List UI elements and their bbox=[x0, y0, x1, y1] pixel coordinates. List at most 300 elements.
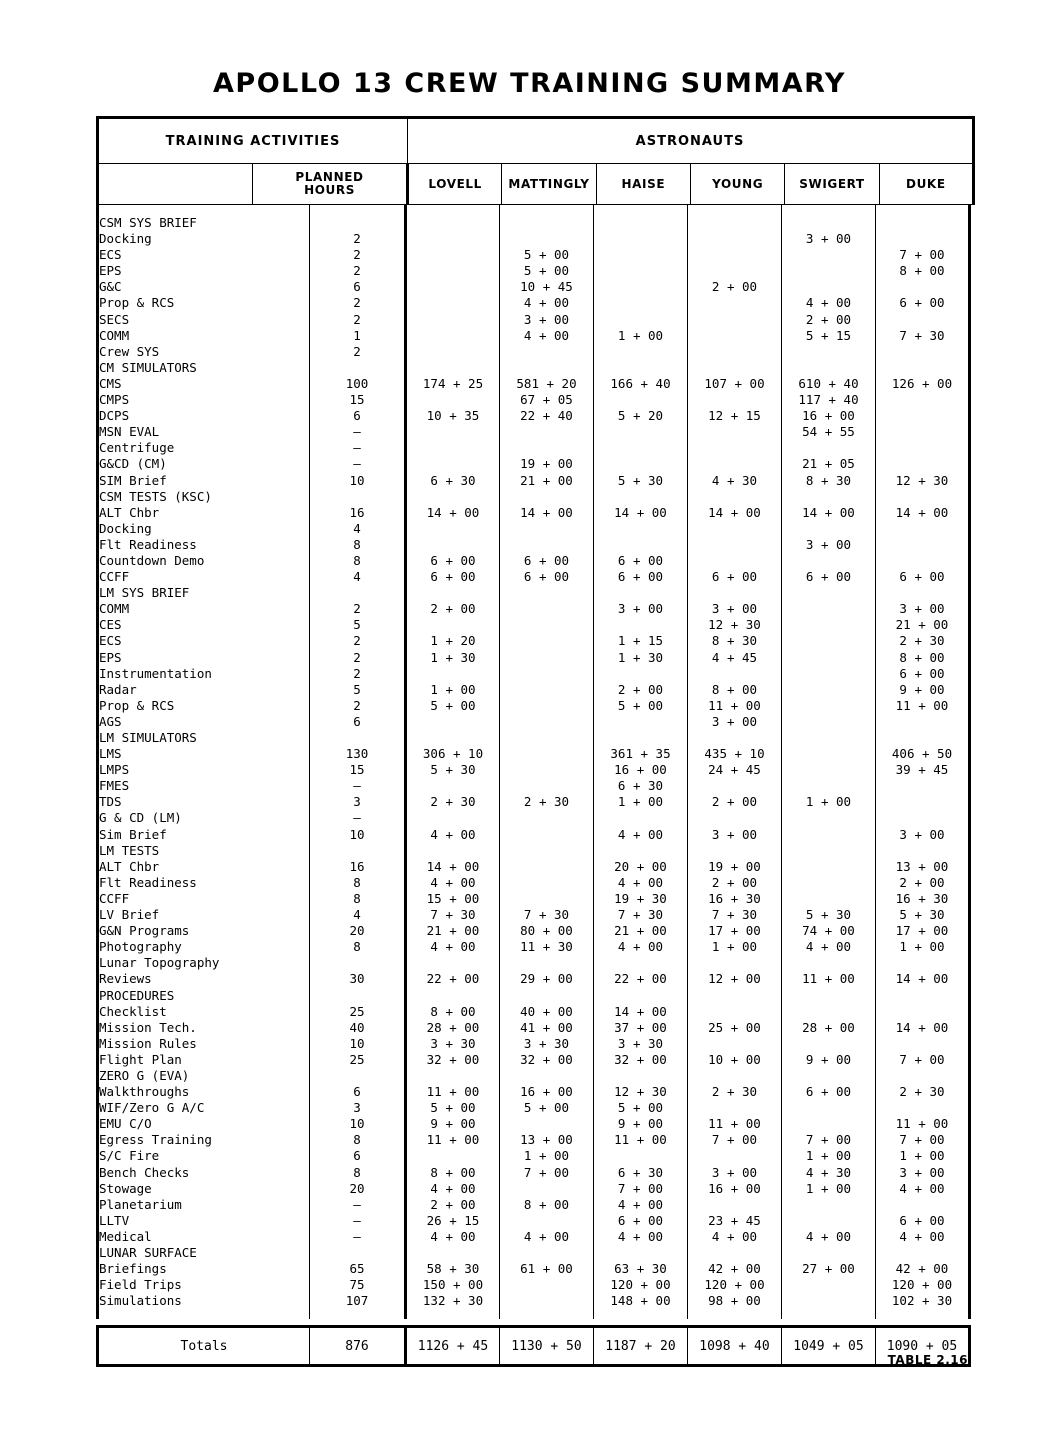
row-value-mattingly bbox=[500, 955, 594, 971]
row-value-lovell bbox=[406, 537, 500, 553]
table-row bbox=[98, 827, 970, 843]
row-value-duke: 2 + 30 bbox=[876, 633, 970, 649]
row-value-lovell: 3 + 30 bbox=[406, 1036, 500, 1052]
totals-swigert: 1049 + 05 bbox=[782, 1327, 876, 1366]
row-value-haise bbox=[594, 843, 688, 859]
row-value-young bbox=[688, 263, 782, 279]
table-reference: TABLE 2.16 bbox=[887, 1353, 968, 1367]
row-value-mattingly: 29 + 00 bbox=[500, 971, 594, 987]
row-label: Lunar Topography bbox=[98, 955, 310, 971]
row-label: LM TESTS bbox=[98, 843, 310, 859]
row-value-duke bbox=[876, 392, 970, 408]
row-value-mattingly bbox=[500, 843, 594, 859]
row-value-young: 1 + 00 bbox=[688, 939, 782, 955]
row-value-haise: 7 + 30 bbox=[594, 907, 688, 923]
row-value-young: 14 + 00 bbox=[688, 505, 782, 521]
row-value-duke bbox=[876, 312, 970, 328]
row-value-mattingly bbox=[500, 537, 594, 553]
row-value-young bbox=[688, 1004, 782, 1020]
row-value-young bbox=[688, 521, 782, 537]
row-value-lovell: 306 + 10 bbox=[406, 746, 500, 762]
row-value-swigert: 6 + 00 bbox=[782, 1084, 876, 1100]
row-value-lovell bbox=[406, 312, 500, 328]
row-value-mattingly: 7 + 00 bbox=[500, 1165, 594, 1181]
row-label: TDS bbox=[98, 794, 310, 810]
table-row bbox=[98, 762, 970, 778]
table-row bbox=[98, 215, 970, 231]
row-value-haise: 3 + 00 bbox=[594, 601, 688, 617]
table-row bbox=[98, 424, 970, 440]
table-row bbox=[98, 505, 970, 521]
row-label: Photography bbox=[98, 939, 310, 955]
row-value-duke bbox=[876, 537, 970, 553]
row-value-haise bbox=[594, 489, 688, 505]
row-value-swigert bbox=[782, 601, 876, 617]
row-value-lovell: 6 + 00 bbox=[406, 553, 500, 569]
header-planned-hours bbox=[253, 164, 408, 205]
row-value-haise bbox=[594, 440, 688, 456]
row-value-lovell: 4 + 00 bbox=[406, 875, 500, 891]
row-value-young bbox=[688, 489, 782, 505]
row-value-mattingly bbox=[500, 762, 594, 778]
row-value-haise bbox=[594, 617, 688, 633]
row-label: ECS bbox=[98, 247, 310, 263]
row-value-young: 11 + 00 bbox=[688, 698, 782, 714]
row-value-haise bbox=[594, 955, 688, 971]
row-value-haise bbox=[594, 585, 688, 601]
row-value-mattingly: 5 + 00 bbox=[500, 263, 594, 279]
row-value-swigert bbox=[782, 988, 876, 1004]
row-value-lovell bbox=[406, 843, 500, 859]
table-row bbox=[98, 1229, 970, 1245]
row-value-swigert: 117 + 40 bbox=[782, 392, 876, 408]
row-value-young: 6 + 00 bbox=[688, 569, 782, 585]
table-row bbox=[98, 1277, 970, 1293]
row-value-mattingly: 14 + 00 bbox=[500, 505, 594, 521]
row-label: CCFF bbox=[98, 569, 310, 585]
training-summary-table bbox=[96, 116, 968, 1367]
row-value-haise: 5 + 00 bbox=[594, 698, 688, 714]
row-value-young bbox=[688, 1148, 782, 1164]
table-row bbox=[98, 794, 970, 810]
row-value-swigert: 4 + 30 bbox=[782, 1165, 876, 1181]
row-value-duke: 11 + 00 bbox=[876, 1116, 970, 1132]
row-value-mattingly: 3 + 30 bbox=[500, 1036, 594, 1052]
row-value-swigert: 610 + 40 bbox=[782, 376, 876, 392]
row-value-swigert bbox=[782, 215, 876, 231]
row-value-swigert bbox=[782, 1293, 876, 1309]
row-label: Planetarium bbox=[98, 1197, 310, 1213]
row-planned-hours: 15 bbox=[310, 392, 406, 408]
row-planned-hours: 130 bbox=[310, 746, 406, 762]
row-value-lovell bbox=[406, 585, 500, 601]
row-planned-hours: 10 bbox=[310, 1116, 406, 1132]
row-planned-hours: 2 bbox=[310, 601, 406, 617]
row-value-mattingly bbox=[500, 1213, 594, 1229]
row-value-mattingly: 4 + 00 bbox=[500, 1229, 594, 1245]
row-value-haise: 3 + 30 bbox=[594, 1036, 688, 1052]
row-value-swigert bbox=[782, 714, 876, 730]
row-value-mattingly: 5 + 00 bbox=[500, 1100, 594, 1116]
row-value-swigert bbox=[782, 810, 876, 826]
row-value-lovell bbox=[406, 328, 500, 344]
row-value-young bbox=[688, 312, 782, 328]
row-label: Countdown Demo bbox=[98, 553, 310, 569]
row-value-mattingly: 13 + 00 bbox=[500, 1132, 594, 1148]
row-planned-hours: 10 bbox=[310, 827, 406, 843]
row-value-duke: 6 + 00 bbox=[876, 1213, 970, 1229]
row-label: CES bbox=[98, 617, 310, 633]
row-value-duke bbox=[876, 988, 970, 1004]
row-label: COMM bbox=[98, 601, 310, 617]
row-value-swigert bbox=[782, 344, 876, 360]
row-value-lovell: 15 + 00 bbox=[406, 891, 500, 907]
row-value-duke: 102 + 30 bbox=[876, 1293, 970, 1309]
row-label: Crew SYS bbox=[98, 344, 310, 360]
row-value-young: 107 + 00 bbox=[688, 376, 782, 392]
table-row bbox=[98, 682, 970, 698]
row-value-young bbox=[688, 1068, 782, 1084]
row-value-haise: 63 + 30 bbox=[594, 1261, 688, 1277]
row-value-lovell bbox=[406, 247, 500, 263]
row-planned-hours: 25 bbox=[310, 1004, 406, 1020]
row-value-swigert bbox=[782, 617, 876, 633]
row-planned-hours: 4 bbox=[310, 907, 406, 923]
row-value-swigert bbox=[782, 875, 876, 891]
table-row bbox=[98, 971, 970, 987]
row-planned-hours: 8 bbox=[310, 939, 406, 955]
row-value-swigert bbox=[782, 778, 876, 794]
row-label: Sim Brief bbox=[98, 827, 310, 843]
row-label: LUNAR SURFACE bbox=[98, 1245, 310, 1261]
table-row bbox=[98, 1132, 970, 1148]
row-value-mattingly bbox=[500, 730, 594, 746]
row-value-mattingly: 41 + 00 bbox=[500, 1020, 594, 1036]
row-value-duke bbox=[876, 843, 970, 859]
table-row bbox=[98, 344, 970, 360]
row-planned-hours: 25 bbox=[310, 1052, 406, 1068]
row-value-mattingly bbox=[500, 714, 594, 730]
row-value-lovell bbox=[406, 489, 500, 505]
header-astronaut-haise: HAISE bbox=[596, 164, 690, 205]
row-value-duke: 39 + 45 bbox=[876, 762, 970, 778]
row-value-lovell bbox=[406, 714, 500, 730]
row-value-duke: 3 + 00 bbox=[876, 1165, 970, 1181]
row-value-swigert bbox=[782, 843, 876, 859]
row-value-mattingly bbox=[500, 489, 594, 505]
row-value-young: 2 + 00 bbox=[688, 875, 782, 891]
row-value-haise: 4 + 00 bbox=[594, 1197, 688, 1213]
row-value-young: 3 + 00 bbox=[688, 1165, 782, 1181]
row-label: Walkthroughs bbox=[98, 1084, 310, 1100]
row-value-mattingly bbox=[500, 440, 594, 456]
row-value-haise bbox=[594, 344, 688, 360]
row-value-haise: 4 + 00 bbox=[594, 939, 688, 955]
row-value-swigert: 4 + 00 bbox=[782, 295, 876, 311]
row-value-lovell: 26 + 15 bbox=[406, 1213, 500, 1229]
row-planned-hours bbox=[310, 730, 406, 746]
row-value-swigert: 5 + 15 bbox=[782, 328, 876, 344]
row-value-lovell bbox=[406, 730, 500, 746]
row-value-young bbox=[688, 392, 782, 408]
row-value-mattingly bbox=[500, 633, 594, 649]
row-value-duke bbox=[876, 456, 970, 472]
row-label: SIM Brief bbox=[98, 473, 310, 489]
row-value-duke: 21 + 00 bbox=[876, 617, 970, 633]
row-value-duke bbox=[876, 714, 970, 730]
row-planned-hours: 2 bbox=[310, 344, 406, 360]
row-value-lovell: 150 + 00 bbox=[406, 1277, 500, 1293]
table-row bbox=[98, 988, 970, 1004]
table-row bbox=[98, 1245, 970, 1261]
row-value-duke bbox=[876, 1197, 970, 1213]
row-value-swigert bbox=[782, 730, 876, 746]
row-value-mattingly: 40 + 00 bbox=[500, 1004, 594, 1020]
row-value-lovell: 7 + 30 bbox=[406, 907, 500, 923]
row-planned-hours: – bbox=[310, 1197, 406, 1213]
row-planned-hours: – bbox=[310, 810, 406, 826]
row-value-young: 4 + 30 bbox=[688, 473, 782, 489]
row-value-young bbox=[688, 360, 782, 376]
row-value-haise: 1 + 00 bbox=[594, 794, 688, 810]
row-value-swigert bbox=[782, 1100, 876, 1116]
row-label: Egress Training bbox=[98, 1132, 310, 1148]
header-astronaut-young: YOUNG bbox=[690, 164, 784, 205]
row-value-swigert: 11 + 00 bbox=[782, 971, 876, 987]
row-value-young bbox=[688, 988, 782, 1004]
row-label: EMU C/O bbox=[98, 1116, 310, 1132]
row-value-swigert: 54 + 55 bbox=[782, 424, 876, 440]
table-row bbox=[98, 1084, 970, 1100]
row-value-haise: 120 + 00 bbox=[594, 1277, 688, 1293]
row-value-young: 12 + 00 bbox=[688, 971, 782, 987]
row-value-haise bbox=[594, 247, 688, 263]
table-row bbox=[98, 1068, 970, 1084]
row-label: AGS bbox=[98, 714, 310, 730]
row-planned-hours: 75 bbox=[310, 1277, 406, 1293]
row-value-mattingly: 1 + 00 bbox=[500, 1148, 594, 1164]
row-value-haise: 7 + 00 bbox=[594, 1181, 688, 1197]
row-label: Checklist bbox=[98, 1004, 310, 1020]
row-planned-hours: 6 bbox=[310, 279, 406, 295]
row-value-mattingly bbox=[500, 1181, 594, 1197]
row-planned-hours: 8 bbox=[310, 553, 406, 569]
row-label: CMPS bbox=[98, 392, 310, 408]
table-row bbox=[98, 295, 970, 311]
row-label: LV Brief bbox=[98, 907, 310, 923]
row-planned-hours: 6 bbox=[310, 714, 406, 730]
row-value-lovell: 14 + 00 bbox=[406, 505, 500, 521]
row-value-haise bbox=[594, 263, 688, 279]
row-value-haise: 19 + 30 bbox=[594, 891, 688, 907]
row-value-duke: 4 + 00 bbox=[876, 1229, 970, 1245]
row-planned-hours: 2 bbox=[310, 698, 406, 714]
row-value-haise bbox=[594, 1148, 688, 1164]
row-value-lovell: 21 + 00 bbox=[406, 923, 500, 939]
row-value-haise: 166 + 40 bbox=[594, 376, 688, 392]
row-label: G&C bbox=[98, 279, 310, 295]
row-value-swigert bbox=[782, 1245, 876, 1261]
row-value-haise: 14 + 00 bbox=[594, 505, 688, 521]
row-planned-hours: 10 bbox=[310, 1036, 406, 1052]
row-label: LM SYS BRIEF bbox=[98, 585, 310, 601]
row-value-swigert bbox=[782, 1004, 876, 1020]
row-planned-hours: 20 bbox=[310, 1181, 406, 1197]
row-value-duke: 1 + 00 bbox=[876, 1148, 970, 1164]
row-planned-hours: 3 bbox=[310, 1100, 406, 1116]
row-planned-hours: – bbox=[310, 1229, 406, 1245]
row-planned-hours: 2 bbox=[310, 247, 406, 263]
row-value-haise: 9 + 00 bbox=[594, 1116, 688, 1132]
row-planned-hours bbox=[310, 215, 406, 231]
row-label: Flt Readiness bbox=[98, 875, 310, 891]
row-value-duke bbox=[876, 810, 970, 826]
row-label: LM SIMULATORS bbox=[98, 730, 310, 746]
row-planned-hours: 2 bbox=[310, 231, 406, 247]
header-band-row bbox=[98, 118, 974, 164]
table-row bbox=[98, 1213, 970, 1229]
table-row bbox=[98, 440, 970, 456]
row-value-duke: 14 + 00 bbox=[876, 505, 970, 521]
totals-planned-hours: 876 bbox=[310, 1327, 406, 1366]
row-value-mattingly: 32 + 00 bbox=[500, 1052, 594, 1068]
table-row bbox=[98, 875, 970, 891]
row-value-lovell bbox=[406, 617, 500, 633]
row-value-lovell bbox=[406, 778, 500, 794]
row-planned-hours bbox=[310, 988, 406, 1004]
row-value-lovell: 2 + 00 bbox=[406, 1197, 500, 1213]
row-value-lovell bbox=[406, 215, 500, 231]
table-row bbox=[98, 553, 970, 569]
row-value-swigert: 9 + 00 bbox=[782, 1052, 876, 1068]
table-row bbox=[98, 489, 970, 505]
row-value-swigert bbox=[782, 1116, 876, 1132]
row-value-swigert bbox=[782, 955, 876, 971]
row-label: Centrifuge bbox=[98, 440, 310, 456]
row-value-young bbox=[688, 440, 782, 456]
row-label: CM SIMULATORS bbox=[98, 360, 310, 376]
row-value-duke: 6 + 00 bbox=[876, 569, 970, 585]
row-value-duke: 8 + 00 bbox=[876, 650, 970, 666]
row-value-swigert bbox=[782, 1197, 876, 1213]
row-value-duke bbox=[876, 1100, 970, 1116]
row-value-duke: 7 + 30 bbox=[876, 328, 970, 344]
row-value-swigert: 28 + 00 bbox=[782, 1020, 876, 1036]
table-top-spacer bbox=[98, 205, 970, 215]
row-value-young: 17 + 00 bbox=[688, 923, 782, 939]
row-value-haise bbox=[594, 1068, 688, 1084]
row-label: LLTV bbox=[98, 1213, 310, 1229]
row-value-mattingly: 61 + 00 bbox=[500, 1261, 594, 1277]
row-value-duke: 3 + 00 bbox=[876, 827, 970, 843]
row-value-duke: 9 + 00 bbox=[876, 682, 970, 698]
row-value-swigert bbox=[782, 698, 876, 714]
row-value-haise: 5 + 30 bbox=[594, 473, 688, 489]
row-value-swigert: 1 + 00 bbox=[782, 1181, 876, 1197]
row-value-duke: 14 + 00 bbox=[876, 971, 970, 987]
row-value-lovell: 32 + 00 bbox=[406, 1052, 500, 1068]
row-planned-hours bbox=[310, 843, 406, 859]
row-value-swigert bbox=[782, 827, 876, 843]
row-value-mattingly bbox=[500, 521, 594, 537]
row-value-haise bbox=[594, 537, 688, 553]
row-label: ECS bbox=[98, 633, 310, 649]
row-value-swigert: 74 + 00 bbox=[782, 923, 876, 939]
row-value-mattingly bbox=[500, 827, 594, 843]
row-value-lovell bbox=[406, 521, 500, 537]
row-value-mattingly: 8 + 00 bbox=[500, 1197, 594, 1213]
row-label: S/C Fire bbox=[98, 1148, 310, 1164]
row-value-young bbox=[688, 537, 782, 553]
row-value-young: 4 + 00 bbox=[688, 1229, 782, 1245]
table-header bbox=[96, 116, 975, 205]
row-value-mattingly bbox=[500, 859, 594, 875]
row-value-lovell: 5 + 00 bbox=[406, 1100, 500, 1116]
row-value-young bbox=[688, 843, 782, 859]
row-value-duke bbox=[876, 440, 970, 456]
row-value-young: 16 + 30 bbox=[688, 891, 782, 907]
row-value-duke bbox=[876, 360, 970, 376]
row-value-haise bbox=[594, 521, 688, 537]
row-value-lovell: 2 + 00 bbox=[406, 601, 500, 617]
row-value-duke: 6 + 00 bbox=[876, 295, 970, 311]
row-value-haise: 5 + 20 bbox=[594, 408, 688, 424]
row-label: Prop & RCS bbox=[98, 295, 310, 311]
row-value-swigert: 5 + 30 bbox=[782, 907, 876, 923]
row-value-haise bbox=[594, 279, 688, 295]
row-value-lovell: 2 + 30 bbox=[406, 794, 500, 810]
row-value-mattingly bbox=[500, 231, 594, 247]
row-planned-hours: 2 bbox=[310, 650, 406, 666]
row-value-mattingly: 7 + 30 bbox=[500, 907, 594, 923]
table-row bbox=[98, 1293, 970, 1309]
row-value-duke: 17 + 00 bbox=[876, 923, 970, 939]
row-value-duke: 5 + 30 bbox=[876, 907, 970, 923]
row-value-duke bbox=[876, 344, 970, 360]
table-row bbox=[98, 746, 970, 762]
row-label: ZERO G (EVA) bbox=[98, 1068, 310, 1084]
row-value-swigert bbox=[782, 247, 876, 263]
row-value-mattingly bbox=[500, 1068, 594, 1084]
row-value-young bbox=[688, 215, 782, 231]
row-value-duke bbox=[876, 794, 970, 810]
row-label: ALT Chbr bbox=[98, 859, 310, 875]
row-value-young: 8 + 00 bbox=[688, 682, 782, 698]
row-value-haise bbox=[594, 231, 688, 247]
row-planned-hours bbox=[310, 360, 406, 376]
table-row bbox=[98, 473, 970, 489]
row-value-swigert bbox=[782, 746, 876, 762]
row-value-mattingly bbox=[500, 778, 594, 794]
row-value-duke: 7 + 00 bbox=[876, 1052, 970, 1068]
table-row bbox=[98, 1148, 970, 1164]
row-planned-hours bbox=[310, 1245, 406, 1261]
row-planned-hours: 5 bbox=[310, 617, 406, 633]
row-value-young: 42 + 00 bbox=[688, 1261, 782, 1277]
row-value-lovell: 28 + 00 bbox=[406, 1020, 500, 1036]
table-row bbox=[98, 730, 970, 746]
row-value-mattingly bbox=[500, 424, 594, 440]
table-row bbox=[98, 537, 970, 553]
row-planned-hours: – bbox=[310, 424, 406, 440]
column-header-row bbox=[98, 164, 974, 205]
table-row bbox=[98, 585, 970, 601]
row-planned-hours: 6 bbox=[310, 408, 406, 424]
row-value-mattingly: 4 + 00 bbox=[500, 328, 594, 344]
row-planned-hours: 6 bbox=[310, 1084, 406, 1100]
row-value-mattingly bbox=[500, 1245, 594, 1261]
row-value-young: 3 + 00 bbox=[688, 827, 782, 843]
